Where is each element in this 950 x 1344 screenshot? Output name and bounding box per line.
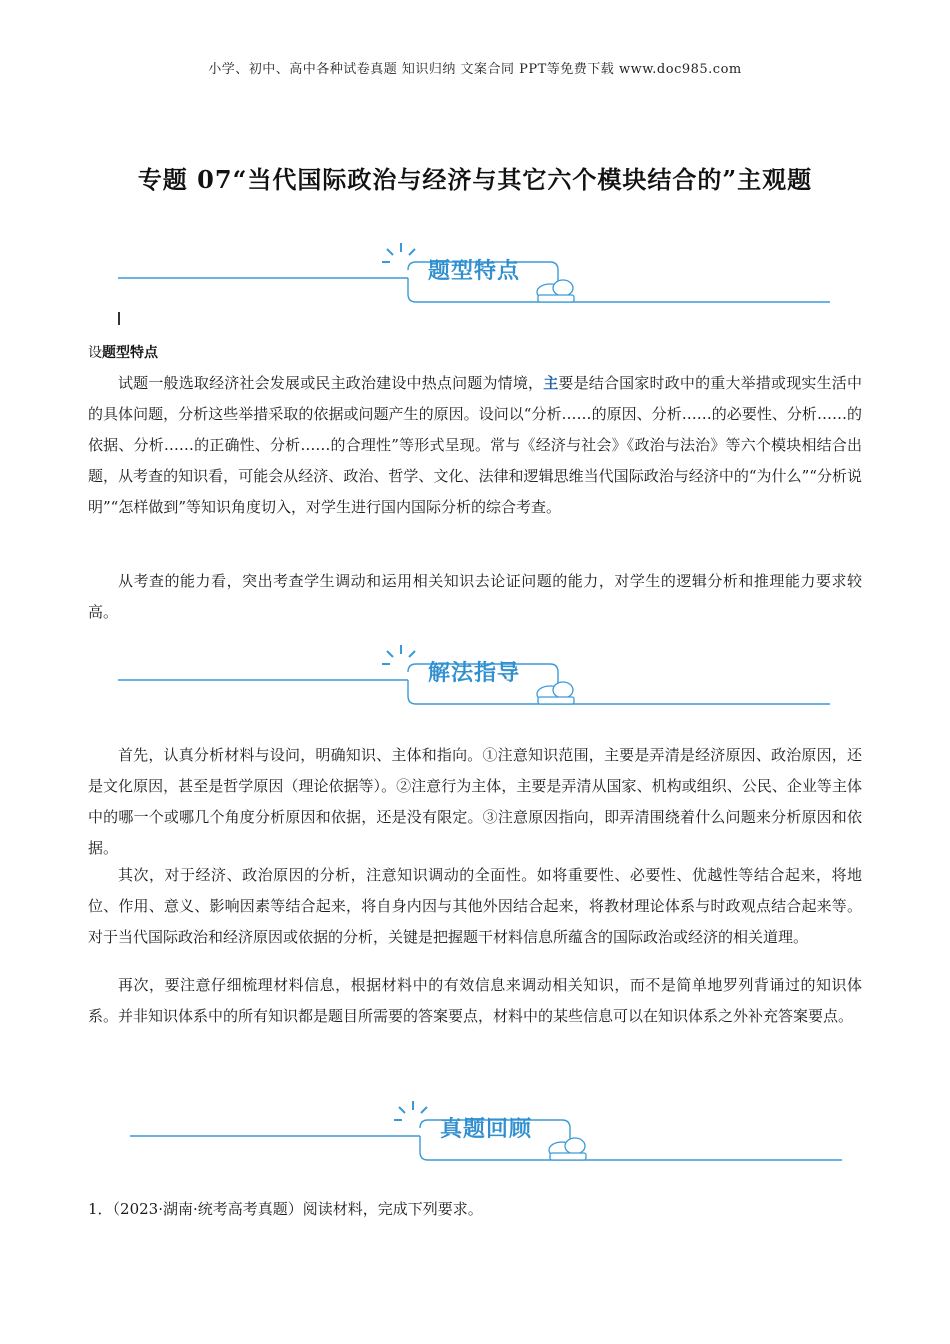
banner-label: 解法指导 xyxy=(428,661,521,686)
banner-label: 题型特点 xyxy=(428,259,521,284)
page-title: 专题 07“当代国际政治与经济与其它六个模块结合的”主观题 xyxy=(137,165,813,194)
cloud-icon xyxy=(537,682,574,704)
sparkle-icon xyxy=(382,243,415,262)
page-header: 小学、初中、高中各种试卷真题 知识归纳 文案合同 PPT等免费下载 www.doc985.com xyxy=(208,62,742,77)
banner-features xyxy=(118,240,830,310)
features-paragraph-1 xyxy=(88,368,862,523)
paragraph-text: 要是结合国家时政中的重大举措或现实生活中的具体问题，分析这些举措采取的依据或问题产生的原因。设问以“分析……的原因、分析……的必要性、分析……的依据、分析……的正确性、分析……的合理性”等形式呈现。常与《经济与社会》《政治与法治》等六个模块相结合出题，从考查的知识看，可能会从经济、政治、哲学、文化、法律和逻辑思维当代国际政治与经济中的“为什么”“分析说明”“怎样做到”等知识角度切入，对学生进行国内国际分析的综合考查。 xyxy=(88,374,862,516)
section-prefix: 设 xyxy=(88,345,102,361)
question-1: 1．（2023·湖南·统考高考真题）阅读材料，完成下列要求。 xyxy=(88,1200,483,1218)
cloud-icon xyxy=(537,280,574,302)
banner-review xyxy=(130,1098,842,1168)
cloud-icon xyxy=(549,1138,586,1160)
features-paragraph-2: 从考查的能力看，突出考查学生调动和运用相关知识去论证问题的能力，对学生的逻辑分析和推理能力要求较高。 xyxy=(88,572,862,621)
method-paragraph-3: 再次，要注意仔细梳理材料信息，根据材料中的有效信息来调动相关知识，而不是简单地罗列背诵过的知识体系。并非知识体系中的所有知识都是题目所需要的答案要点，材料中的某些信息可以在知识体系之外补充答案要点。 xyxy=(88,976,862,1025)
method-paragraph-1: 首先，认真分析材料与设问，明确知识、主体和指向。①注意知识范围，主要是弄清是经济原因、政治原因，还是文化原因，甚至是哲学原因（理论依据等）。②注意行为主体，主要是弄清从国家、机构或组织、公民、企业等主体中的哪一个或哪几个角度分析原因和依据，还是没有限定。③注意原因指向，即弄清围绕着什么问题来分析原因和依据。 xyxy=(88,746,862,857)
sparkle-icon xyxy=(394,1101,427,1120)
banner-label: 真题回顾 xyxy=(440,1117,533,1142)
section-heading-bold: 题型特点 xyxy=(102,345,158,361)
text-cursor xyxy=(118,312,120,325)
sparkle-icon xyxy=(382,645,415,664)
section-heading xyxy=(88,342,158,362)
highlight-char: 主 xyxy=(543,374,559,392)
method-paragraph-2: 其次，对于经济、政治原因的分析，注意知识调动的全面性。如将重要性、必要性、优越性等结合起来，将地位、作用、意义、影响因素等结合起来，将自身内因与其他外因结合起来，将教材理论体系与时政观点结合起来等。对于当代国际政治和经济原因或依据的分析，关键是把握题干材料信息所蕴含的国际政治或经济的相关道理。 xyxy=(88,866,862,946)
paragraph-text: 试题一般选取经济社会发展或民主政治建设中热点问题为情境， xyxy=(118,374,544,392)
banner-method xyxy=(118,642,830,712)
